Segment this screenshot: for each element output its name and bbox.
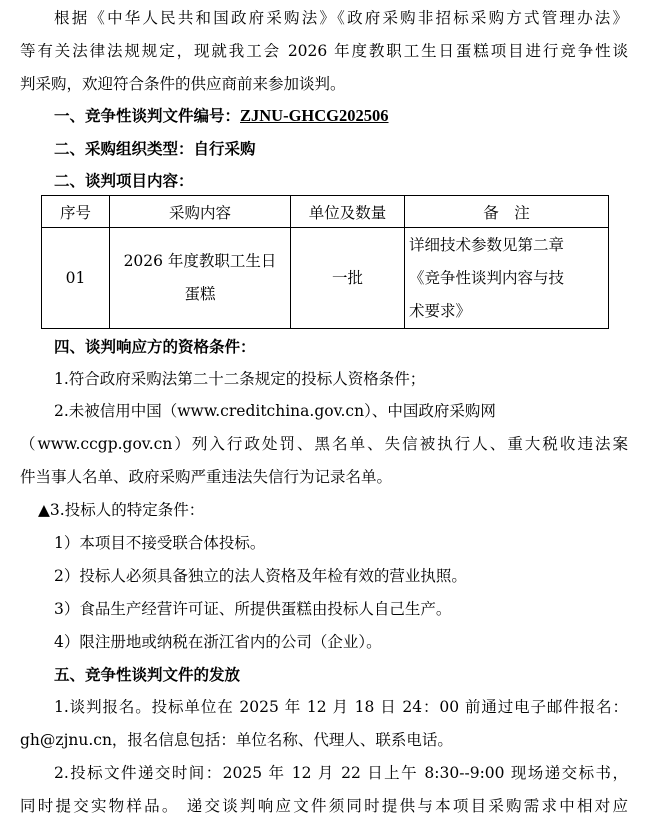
cell-content-line1: 2026 年度教职工生日 <box>123 252 277 270</box>
intro-paragraph-cont: 等有关法律法规规定，现就我工会 2026 年度教职工生日蛋糕项目进行竞争性谈 <box>20 42 628 60</box>
cell-content <box>110 228 291 329</box>
cell-quantity: 一批 <box>291 228 405 329</box>
section-1-heading <box>20 99 628 133</box>
header-quantity: 单位及数量 <box>291 196 405 228</box>
table-row <box>42 228 609 329</box>
cell-no: 01 <box>42 228 110 329</box>
special-condition-2: 2）投标人必须具备独立的法人资格及年检有效的营业执照。 <box>54 567 467 585</box>
qualification-item-2-end: 件当事人名单、政府采购严重违法失信行为记录名单。 <box>20 468 393 486</box>
section-2-heading: 二、采购组织类型：自行采购 <box>54 139 256 158</box>
distribution-item-2: 2.投标文件递交时间：2025 年 12 月 22 日上午 8:30--9:00 现场递交标书， <box>54 764 628 782</box>
items-table <box>41 195 609 329</box>
section-4-heading: 四、谈判响应方的资格条件： <box>54 337 256 356</box>
header-content: 采购内容 <box>110 196 291 228</box>
qualification-item-1: 1.符合政府采购法第二十二条规定的投标人资格条件； <box>54 370 426 388</box>
header-no: 序号 <box>42 196 110 228</box>
distribution-item-1-cont: gh@zjnu.cn，报名信息包括：单位名称、代理人、联系电话。 <box>20 731 453 749</box>
intro-paragraph-end: 判采购，欢迎符合条件的供应商前来参加谈判。 <box>20 75 346 93</box>
distribution-item-2-cont: 同时提交实物样品。 递交谈判响应文件须同时提供与本项目采购需求中相对应 <box>20 797 628 815</box>
intro-paragraph: 根据《中华人民共和国政府采购法》《政府采购非招标采购方式管理办法》 <box>54 9 628 27</box>
section-5-heading: 五、竞争性谈判文件的发放 <box>54 665 241 684</box>
cell-note-line3: 术要求》 <box>409 301 472 320</box>
section-3-heading: 二、谈判项目内容： <box>54 171 194 190</box>
special-condition-3: 3）食品生产经营许可证、所提供蛋糕由投标人自己生产。 <box>54 600 452 618</box>
qualification-item-2: 2.未被信用中国（www.creditchina.gov.cn）、中国政府采购网 <box>54 402 496 420</box>
distribution-item-1: 1.谈判报名。投标单位在 2025 年 12 月 18 日 24：00 前通过电子邮件报名： <box>54 698 628 716</box>
cell-note-line1: 详细技术参数见第二章 <box>409 235 565 254</box>
cell-content-line2: 蛋糕 <box>184 285 216 303</box>
header-note: 备 注 <box>405 196 609 228</box>
cell-note <box>405 228 609 329</box>
special-condition-4: 4）限注册地或纳税在浙江省内的公司（企业）。 <box>54 633 382 651</box>
section-1-label: 一、竞争性谈判文件编号： <box>54 106 241 125</box>
table-header-row <box>42 196 609 228</box>
special-condition-1: 1）本项目不接受联合体投标。 <box>54 534 266 552</box>
qualification-item-3: ▲3.投标人的特定条件： <box>38 501 205 519</box>
document-number: ZJNU-GHCG202506 <box>240 106 389 125</box>
qualification-item-2-cont: （www.ccgp.gov.cn）列入行政处罚、黑名单、失信被执行人、重大税收违法案 <box>20 435 628 453</box>
cell-note-line2: 《竞争性谈判内容与技 <box>409 268 565 287</box>
